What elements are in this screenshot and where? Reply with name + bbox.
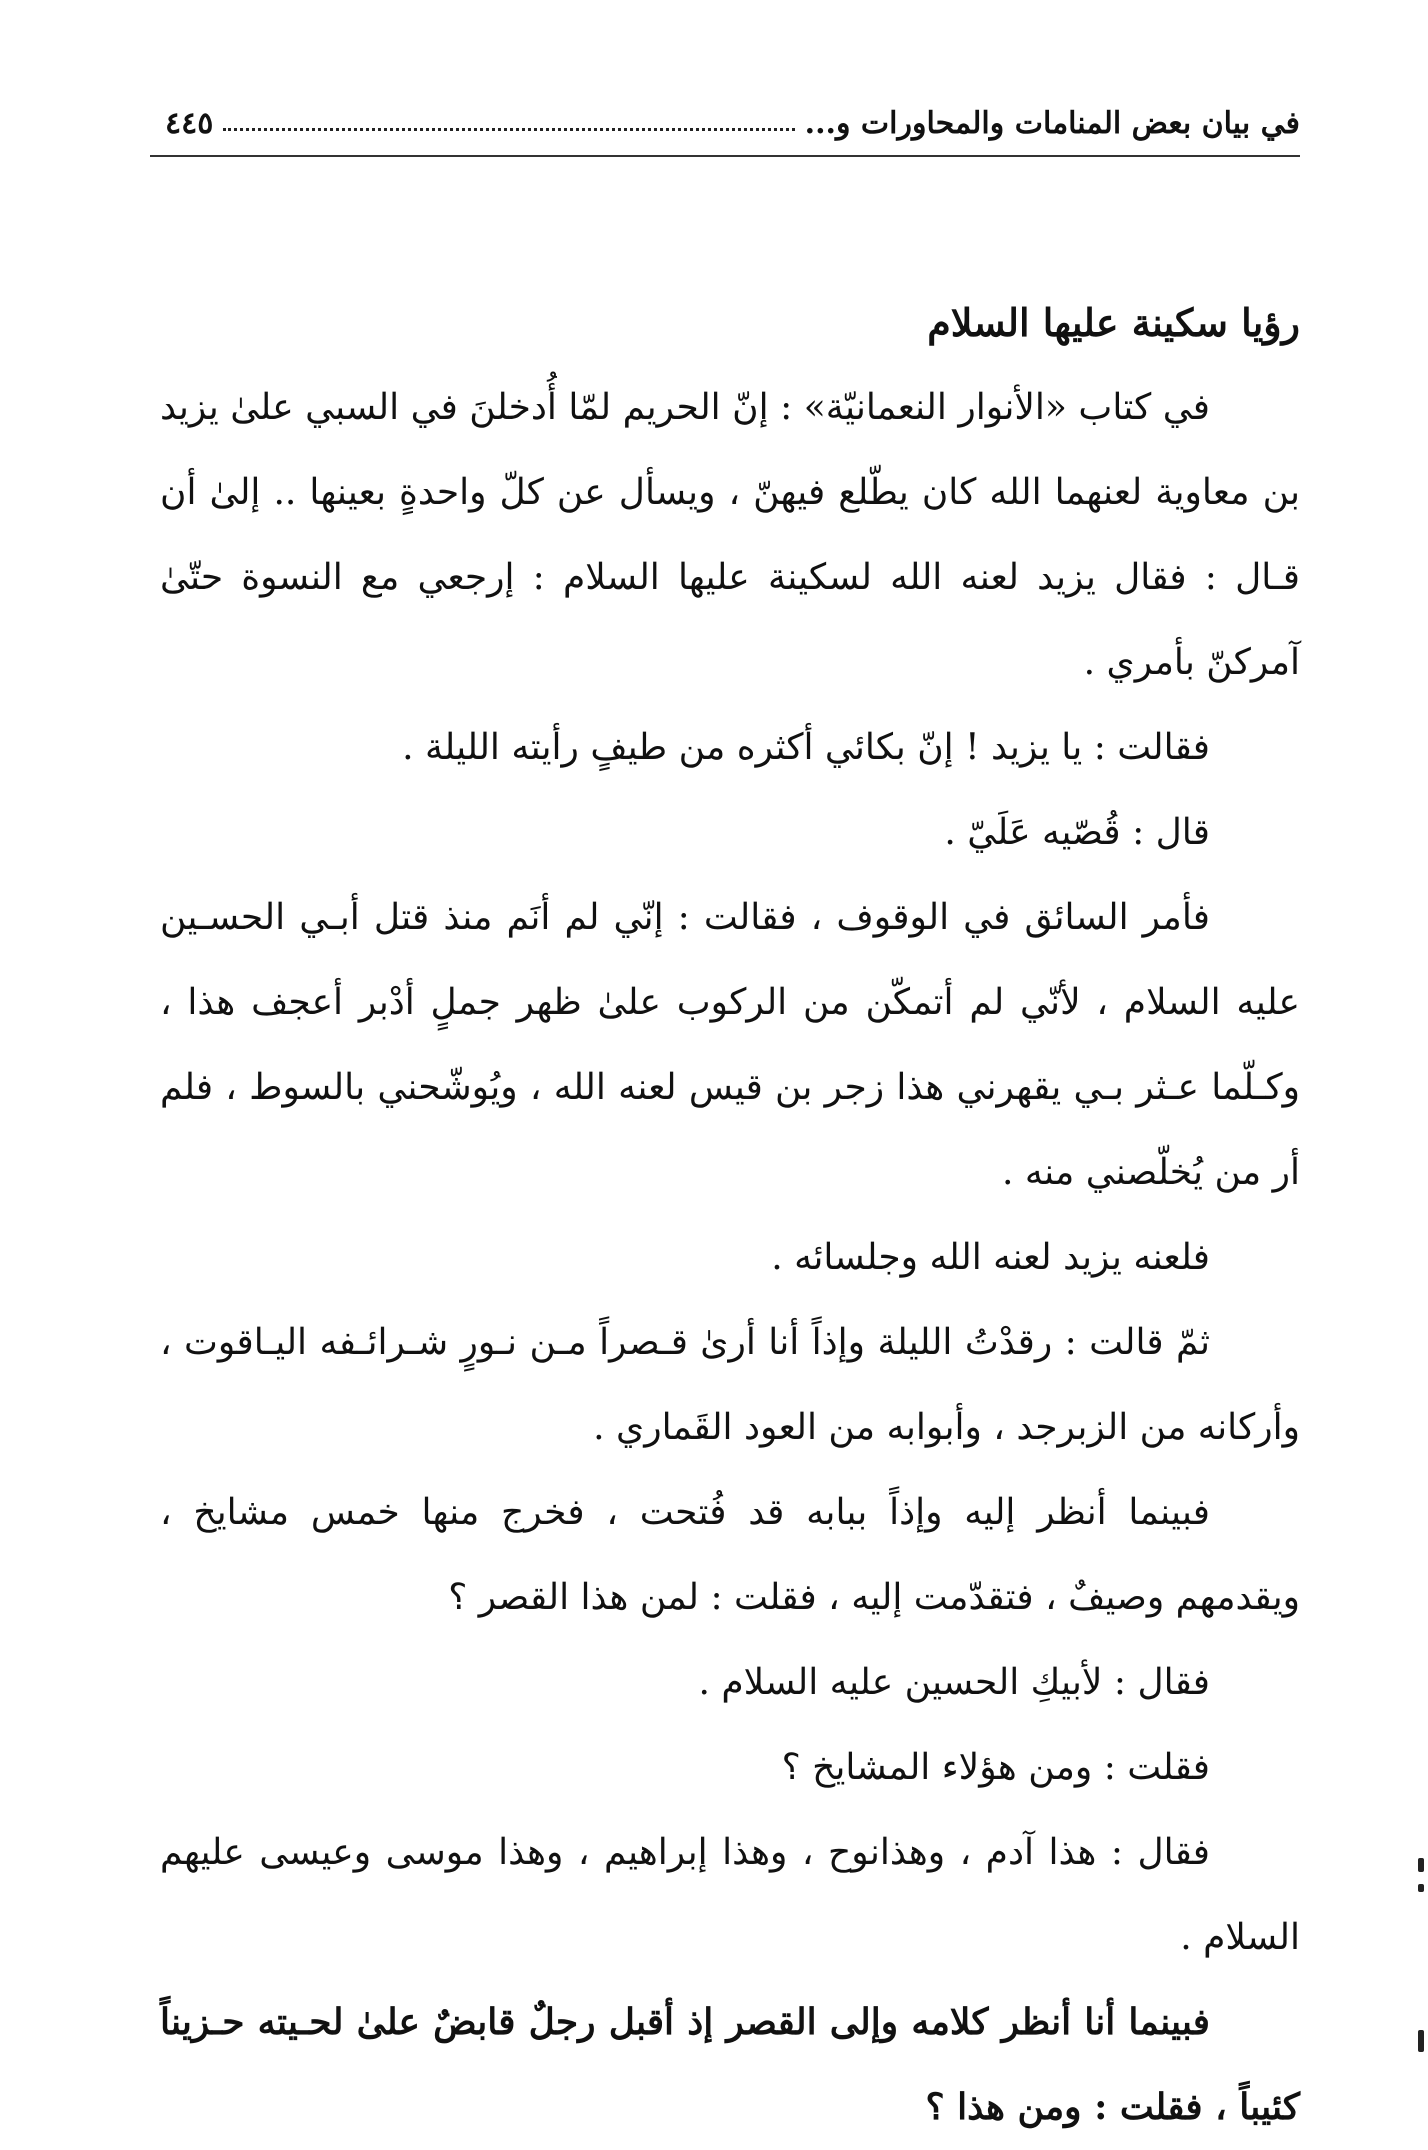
paragraph: ثمّ قالت : رقدْتُ الليلة وإذاً أنا أرىٰ قـصراً مـن نـورٍ شـرائـفه اليـاقوت ، وأركانه من الزبرجد ، وأبوابه من العود القَماري . <box>160 1322 1300 1448</box>
page-number: ٤٤٥ <box>165 105 214 141</box>
paragraph: فأمر السائق في الوقوف ، فقالت : إنّي لم أنَم منذ قتل أبـي الحسـين عليه السلام ، لأنّي لم أتمكّن من الركوب علىٰ ظهر جملٍ أدْبر أعجف هذا ، وكـلّما عـثر بـي يقهرني هذا زجر بن قيس لعنه الله ، ويُوشّحني بالسوط ، فلم أر من يُخلّصني منه . <box>160 897 1300 1193</box>
paragraph: فقالت : يا يزيد ! إنّ بكائي أكثره من طيفٍ رأيته الليلة . <box>402 727 1210 768</box>
section-title: رؤيا سكينة عليها السلام <box>927 300 1300 345</box>
header-rule <box>150 155 1300 157</box>
scan-edge-mark <box>1418 1884 1424 1892</box>
header-title: في بيان بعض المنامات والمحاورات و... <box>804 105 1300 141</box>
paragraph: فقال : هذا آدم ، وهذانوح ، وهذا إبراهيم ، وهذا موسى وعيسى عليهم السلام . <box>160 1832 1300 1958</box>
paragraph: فبينما أنظر إليه وإذاً ببابه قد فُتحت ، فخرج منها خمس مشايخ ، ويقدمهم وصيفٌ ، فتقدّمت إليه ، فقلت : لمن هذا القصر ؟ <box>160 1492 1300 1618</box>
paragraph: في كتاب «الأنوار النعمانيّة» : إنّ الحريم لمّا أُدخلنَ في السبي علىٰ يزيد بن معاوية لعنهما الله كان يطّلع فيهنّ ، ويسأل عن كلّ واحدةٍ بعينها .. إلىٰ أن قـال : فقال يزيد لعنه الله لسكينة عليها السلام : إرجعي مع النسوة حتّىٰ آمركنّ بأمري . <box>160 387 1300 683</box>
paragraph: فلعنه يزيد لعنه الله وجلسائه . <box>771 1237 1210 1278</box>
paragraph: فقال : لأبيكِ الحسين عليه السلام . <box>698 1662 1210 1703</box>
header-dot-leader <box>223 128 794 131</box>
scan-edge-mark <box>1418 1858 1424 1872</box>
paragraph: فبينما أنا أنظر كلامه وإلى القصر إذ أقبل رجلٌ قابضٌ علىٰ لحـيته حـزيناً كئيباً ، فقلت : ومن هذا ؟ <box>160 2001 1300 2128</box>
paragraph: قال : قُصّيه عَلَيّ . <box>944 812 1210 853</box>
paragraph: فقلت : ومن هؤلاء المشايخ ؟ <box>781 1747 1210 1788</box>
running-header <box>165 98 1300 148</box>
body-text <box>160 280 1300 2150</box>
scan-edge-mark <box>1418 2030 1424 2052</box>
